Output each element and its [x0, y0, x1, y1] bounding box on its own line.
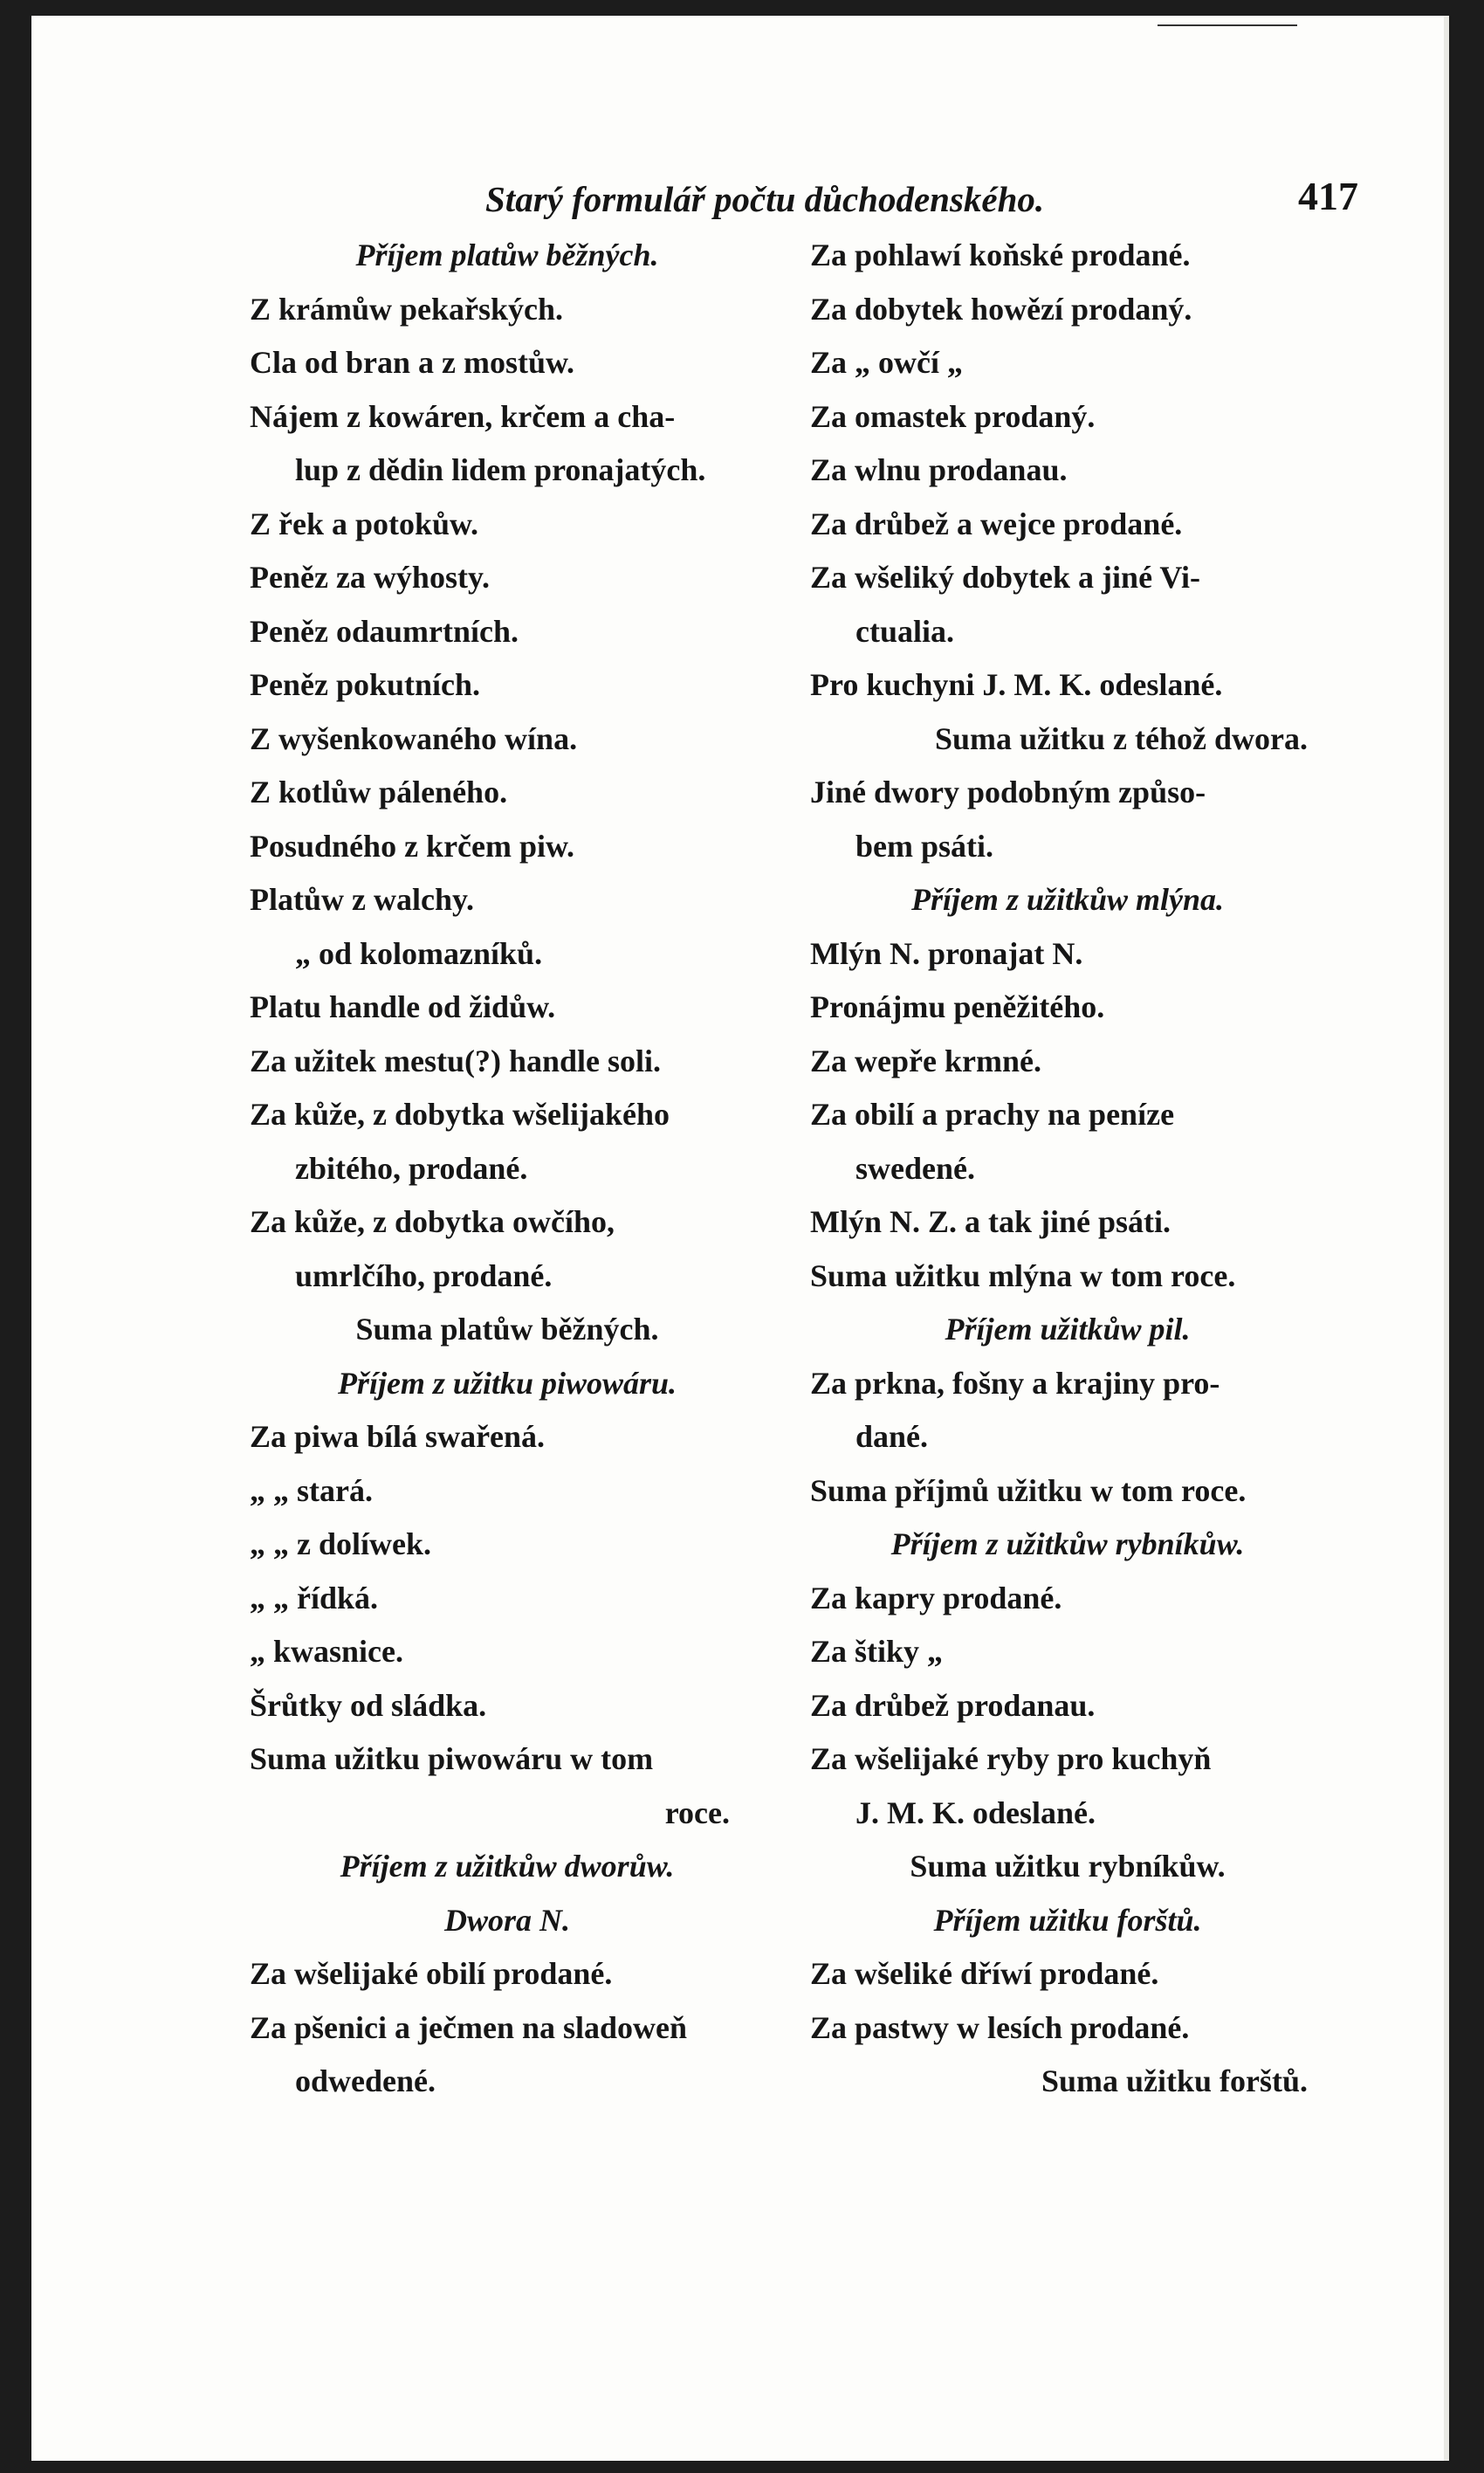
page-edge-mark — [1158, 24, 1297, 26]
sum-line: Suma užitku forštů. — [1041, 2063, 1308, 2098]
entry-line: Šrůtky od sládka. — [250, 1687, 487, 1723]
section-heading: Příjem z užitku piwowáru. — [337, 1365, 677, 1401]
entry-line-continued: swedené. — [855, 1150, 975, 1186]
entry-line: Mlýn N. Z. a tak jiné psáti. — [810, 1204, 1171, 1239]
entry-line: Za kůže, z dobytka owčího, — [250, 1204, 615, 1239]
entry-line: Peněz za wýhosty. — [250, 560, 490, 595]
entry-line: Za drůbež prodanau. — [810, 1687, 1096, 1723]
entry-line: Platůw z walchy. — [250, 882, 474, 917]
entry-line: Z krámůw pekařských. — [250, 291, 564, 327]
sum-line: Suma užitku mlýna w tom roce. — [810, 1257, 1236, 1293]
entry-line-ditto: „ kwasnice. — [250, 1634, 404, 1669]
entry-line: Za piwa bílá swařená. — [250, 1419, 546, 1454]
entry-line-continued: odwedené. — [295, 2063, 436, 2098]
section-heading: Příjem z užitkůw mlýna. — [910, 882, 1225, 917]
entry-line: Platu handle od židůw. — [250, 989, 556, 1024]
left-column — [250, 229, 765, 2109]
entry-line-ditto: „ „ z dolíwek. — [250, 1526, 432, 1561]
entry-line: Za wlnu prodanau. — [810, 452, 1068, 487]
entry-line-continued: zbitého, prodané. — [295, 1150, 528, 1186]
entry-line: Pro kuchyni J. M. K. odeslané. — [810, 667, 1223, 702]
entry-line-continued: roce. — [664, 1794, 730, 1830]
entry-line: Peněz pokutních. — [250, 667, 481, 702]
entry-line: Cla od bran a z mostůw. — [250, 345, 575, 380]
entry-line-continued: J. M. K. odeslané. — [855, 1794, 1096, 1830]
entry-line-continued: ctualia. — [855, 613, 954, 649]
sum-line: Suma užitku rybníkůw. — [910, 1849, 1226, 1884]
section-heading: Příjem platůw běžných. — [355, 238, 659, 272]
entry-line: Z wyšenkowaného wína. — [250, 720, 578, 756]
entry-line: Posudného z krčem piw. — [250, 828, 575, 864]
entry-line: Peněz odaumrtních. — [250, 613, 519, 649]
entry-line: Suma užitku piwowáru w tom — [250, 1741, 654, 1776]
entry-line-ditto: „ od kolomazníků. — [295, 935, 543, 971]
entry-line: Za obilí a prachy na peníze — [810, 1097, 1175, 1132]
subsection-heading: Dwora N. — [443, 1902, 571, 1938]
running-head — [485, 169, 1358, 231]
entry-line: Za wšelijaké obilí prodané. — [250, 1956, 613, 1991]
entry-line: Za wepře krmné. — [810, 1043, 1041, 1078]
entry-line: Za wšeliký dobytek a jiné Vi- — [810, 560, 1201, 595]
entry-line-ditto: „ „ stará. — [250, 1472, 373, 1508]
entry-line-continued: umrlčího, prodané. — [295, 1257, 553, 1293]
entry-line: Mlýn N. pronajat N. — [810, 935, 1083, 971]
entry-line-ditto: Za „ owčí „ — [810, 345, 963, 380]
entry-line: Za omastek prodaný. — [810, 398, 1096, 434]
section-heading: Příjem užitkůw pil. — [945, 1312, 1191, 1347]
entry-line: Z řek a potokůw. — [250, 506, 479, 541]
section-heading: Příjem z užitkůw dworůw. — [340, 1849, 675, 1884]
entry-line: Za pšenici a ječmen na sladoweň — [250, 2009, 688, 2045]
section-heading: Příjem užitku forštů. — [933, 1902, 1202, 1938]
entry-line: Za drůbež a wejce prodané. — [810, 506, 1183, 541]
page-number: 417 — [1298, 174, 1358, 218]
sum-line: Suma platůw běžných. — [355, 1312, 659, 1347]
entry-line: Za wšelijaké ryby pro kuchyň — [810, 1741, 1212, 1776]
entry-line: Za pohlawí koňské prodané. — [810, 238, 1191, 272]
entry-line: Z kotlůw páleného. — [250, 775, 508, 809]
entry-line-ditto: Za štiky „ — [810, 1634, 944, 1669]
right-column — [810, 229, 1325, 2109]
entry-line-continued: lup z dědin lidem pronajatých. — [295, 452, 706, 487]
entry-line: Za kůže, z dobytka wšelijakého — [250, 1097, 670, 1132]
entry-line: Pronájmu peněžitého. — [810, 989, 1105, 1024]
entry-line: Nájem z kowáren, krčem a cha- — [250, 398, 676, 434]
entry-line: Za prkna, fošny a krajiny pro- — [810, 1365, 1220, 1401]
entry-line: Za pastwy w lesích prodané. — [810, 2009, 1190, 2045]
section-heading: Příjem z užitkůw rybníkůw. — [890, 1526, 1245, 1561]
entry-line: Za dobytek howězí prodaný. — [810, 291, 1192, 327]
running-title: Starý formulář počtu důchodenského. — [485, 179, 1045, 219]
entry-line: Za kapry prodané. — [810, 1580, 1062, 1615]
entry-line: Za užitek mestu(?) handle soli. — [250, 1043, 662, 1078]
entry-line-continued: bem psáti. — [855, 828, 994, 864]
entry-line-ditto: „ „ řídká. — [250, 1580, 379, 1615]
entry-line: Jiné dwory podobným způso- — [810, 775, 1206, 809]
sum-line: Suma příjmů užitku w tom roce. — [810, 1472, 1247, 1508]
entry-line: Za wšeliké dříwí prodané. — [810, 1956, 1159, 1991]
entry-line-continued: dané. — [855, 1419, 929, 1454]
sum-line: Suma užitku z téhož dwora. — [934, 720, 1308, 756]
